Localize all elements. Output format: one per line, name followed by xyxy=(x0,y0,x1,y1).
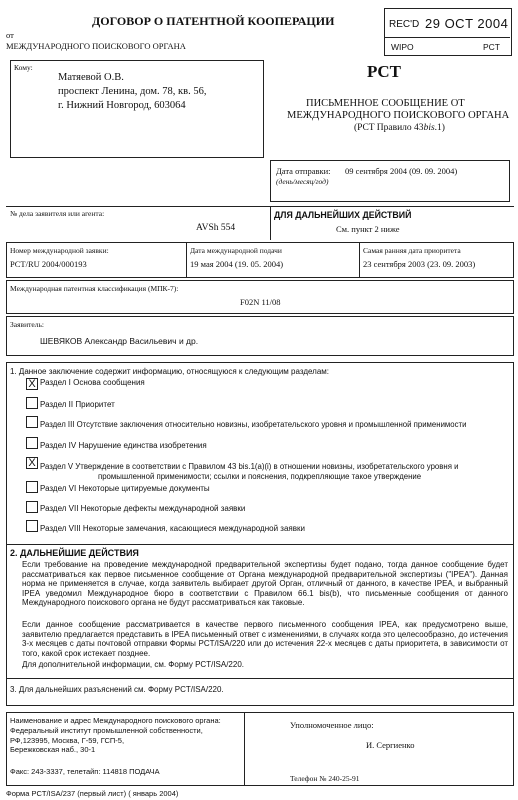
section3-text: 3. Для дальнейших разъяснений см. Форму PCT/ISA/220. xyxy=(10,685,224,694)
authority-org1: Федеральный институт промышленной собственности, xyxy=(10,726,203,735)
pct-rule-suffix: .1) xyxy=(434,123,445,133)
section-ii-checkbox[interactable] xyxy=(26,397,38,409)
stamp-pct: PCT xyxy=(483,42,500,52)
section-vi-checkbox[interactable] xyxy=(26,481,38,493)
pct-rule-prefix: (PCT Правило 43 xyxy=(354,123,424,133)
section-v-checkbox[interactable]: X xyxy=(26,457,38,469)
addressee-name: Матяевой О.В. xyxy=(58,72,124,83)
pct-rule-bis: bis xyxy=(423,123,435,133)
action-note: См. пункт 2 ниже xyxy=(336,224,400,234)
authority-org2: РФ,123995, Москва, Г-59, ГСП-5, xyxy=(10,736,125,745)
section-iii-label: Раздел III Отсутствие заключения относительно новизны, изобретательского уровня и промышленной применимости xyxy=(40,420,467,429)
agent-value: AVSh 554 xyxy=(196,223,236,233)
pct-logo: PCT xyxy=(367,62,401,81)
document-title: ДОГОВОР О ПАТЕНТНОЙ КООПЕРАЦИИ xyxy=(92,14,335,28)
classification-label: Международная патентная классификация (МПК-7): xyxy=(10,284,179,293)
section-v-label-cont: промышленной применимости; ссылки и пояснения, подкрепляющие такое утверждение xyxy=(98,472,422,481)
section-viii-label: Раздел VIII Некоторые замечания, касающиеся международной заявки xyxy=(40,524,305,533)
from-value: МЕЖДУНАРОДНОГО ПОИСКОВОГО ОРГАНА xyxy=(6,41,186,51)
stamp-wipo: WIPO xyxy=(391,42,414,52)
section2-paragraph1: Если требование на проведение международной предварительной экспертизы будет подано, тогда данное сообщение будет рассматриваться как первое письменное сообщение от Органа международной предварительной экспертизы ("IPEA"). Данная норма не применяется в случае, когда заявитель выбирает другой Орган, отличный от данного, в качестве IPEA, и выбранный IPEA уведомил Международное бюро в соответствии с Правилом 66.1 bis(b), что письменные сообщения от данного Международного поискового органа не будут рассматриваться как таковые. xyxy=(22,560,508,608)
applicant-label: Заявитель: xyxy=(10,320,44,329)
agent-label: № дела заявителя или агента: xyxy=(10,209,105,218)
stamp-date: 29 OCT 2004 xyxy=(425,16,509,31)
applicant-value: ШЕВЯКОВ Александр Васильевич и др. xyxy=(40,336,199,346)
section-vii-checkbox[interactable] xyxy=(26,501,38,513)
officer-phone: Телефон № 240-25-91 xyxy=(290,774,360,783)
section-v-label: Раздел V Утверждение в соответствии с Правилом 43 bis.1(a)(i) в отношении новизны, изобретательского уровня и xyxy=(40,462,459,471)
addressee-label: Кому: xyxy=(14,63,33,72)
received-stamp xyxy=(384,8,512,56)
section-vii-label: Раздел VII Некоторые дефекты международной заявки xyxy=(40,504,246,513)
app-number-label: Номер международной заявки: xyxy=(10,246,109,255)
section-i-label: Раздел I Основа сообщения xyxy=(40,378,145,387)
classification-value: F02N 11/08 xyxy=(240,297,281,307)
section-ii-label: Раздел II Приоритет xyxy=(40,400,115,409)
pct-title-line1: ПИСЬМЕННОЕ СООБЩЕНИЕ ОТ xyxy=(306,98,465,109)
filing-date-value: 19 мая 2004 (19. 05. 2004) xyxy=(190,259,284,269)
pct-title-line2: МЕЖДУНАРОДНОГО ПОИСКОВОГО ОРГАНА xyxy=(287,110,510,121)
pct-rule xyxy=(354,123,445,133)
priority-date-value: 23 сентября 2003 (23. 09. 2003) xyxy=(363,259,476,269)
section2-heading: 2. ДАЛЬНЕЙШИЕ ДЕЙСТВИЯ xyxy=(10,548,139,558)
dispatch-value: 09 сентября 2004 (09. 09. 2004) xyxy=(345,166,458,176)
stamp-recd: REC'D xyxy=(389,19,420,30)
authority-fax: Факс: 243-3337, телетайп: 114818 ПОДАЧА xyxy=(10,767,160,776)
authority-label: Наименование и адрес Международного поискового органа: xyxy=(10,716,221,725)
from-label: от xyxy=(6,30,14,40)
action-title: ДЛЯ ДАЛЬНЕЙШИХ ДЕЙСТВИЙ xyxy=(274,210,412,220)
officer-label: Уполномоченное лицо: xyxy=(290,720,374,730)
section-iv-label: Раздел IV Нарушение единства изобретения xyxy=(40,441,207,450)
app-number-value: PCT/RU 2004/000193 xyxy=(10,259,87,269)
section-viii-checkbox[interactable] xyxy=(26,520,38,532)
section2-paragraph3: Для дополнительной информации, см. Форму PCT/ISA/220. xyxy=(22,660,244,669)
dispatch-label: Дата отправки: xyxy=(276,166,331,176)
section-i-checkbox[interactable]: X xyxy=(26,378,38,390)
section-vi-label: Раздел VI Некоторые цитируемые документы xyxy=(40,484,210,493)
addressee-street: проспект Ленина, дом. 78, кв. 56, xyxy=(58,86,207,97)
section2-paragraph2: Если данное сообщение рассматривается в качестве первого письменного сообщения IPEA, как предусмотрено выше, заявителю предлагается представить в IPEA письменный ответ с изменениями, в случаях когда это целесообразно, до истечения 3-х месяцев с даты почтовой отправки Формы PCT/ISA/220 или до истечения 22-х месяцев с даты приоритета, в зависимости от того, какой срок истекает позднее. xyxy=(22,620,508,658)
officer-value: И. Сергиенко xyxy=(366,740,415,750)
form-reference: Форма PCT/ISA/237 (первый лист) ( январь 2004) xyxy=(6,789,179,798)
addressee-city: г. Нижний Новгород, 603064 xyxy=(58,100,186,111)
section-iii-checkbox[interactable] xyxy=(26,416,38,428)
authority-org3: Бережковская наб., 30-1 xyxy=(10,745,96,754)
section-iv-checkbox[interactable] xyxy=(26,437,38,449)
section1-heading: 1. Данное заключение содержит информацию, относящуюся к следующим разделам: xyxy=(10,367,330,376)
filing-date-label: Дата международной подачи xyxy=(190,246,282,255)
dispatch-format: (день/месяц/год) xyxy=(276,177,329,186)
priority-date-label: Самая ранняя дата приоритета xyxy=(363,246,461,255)
